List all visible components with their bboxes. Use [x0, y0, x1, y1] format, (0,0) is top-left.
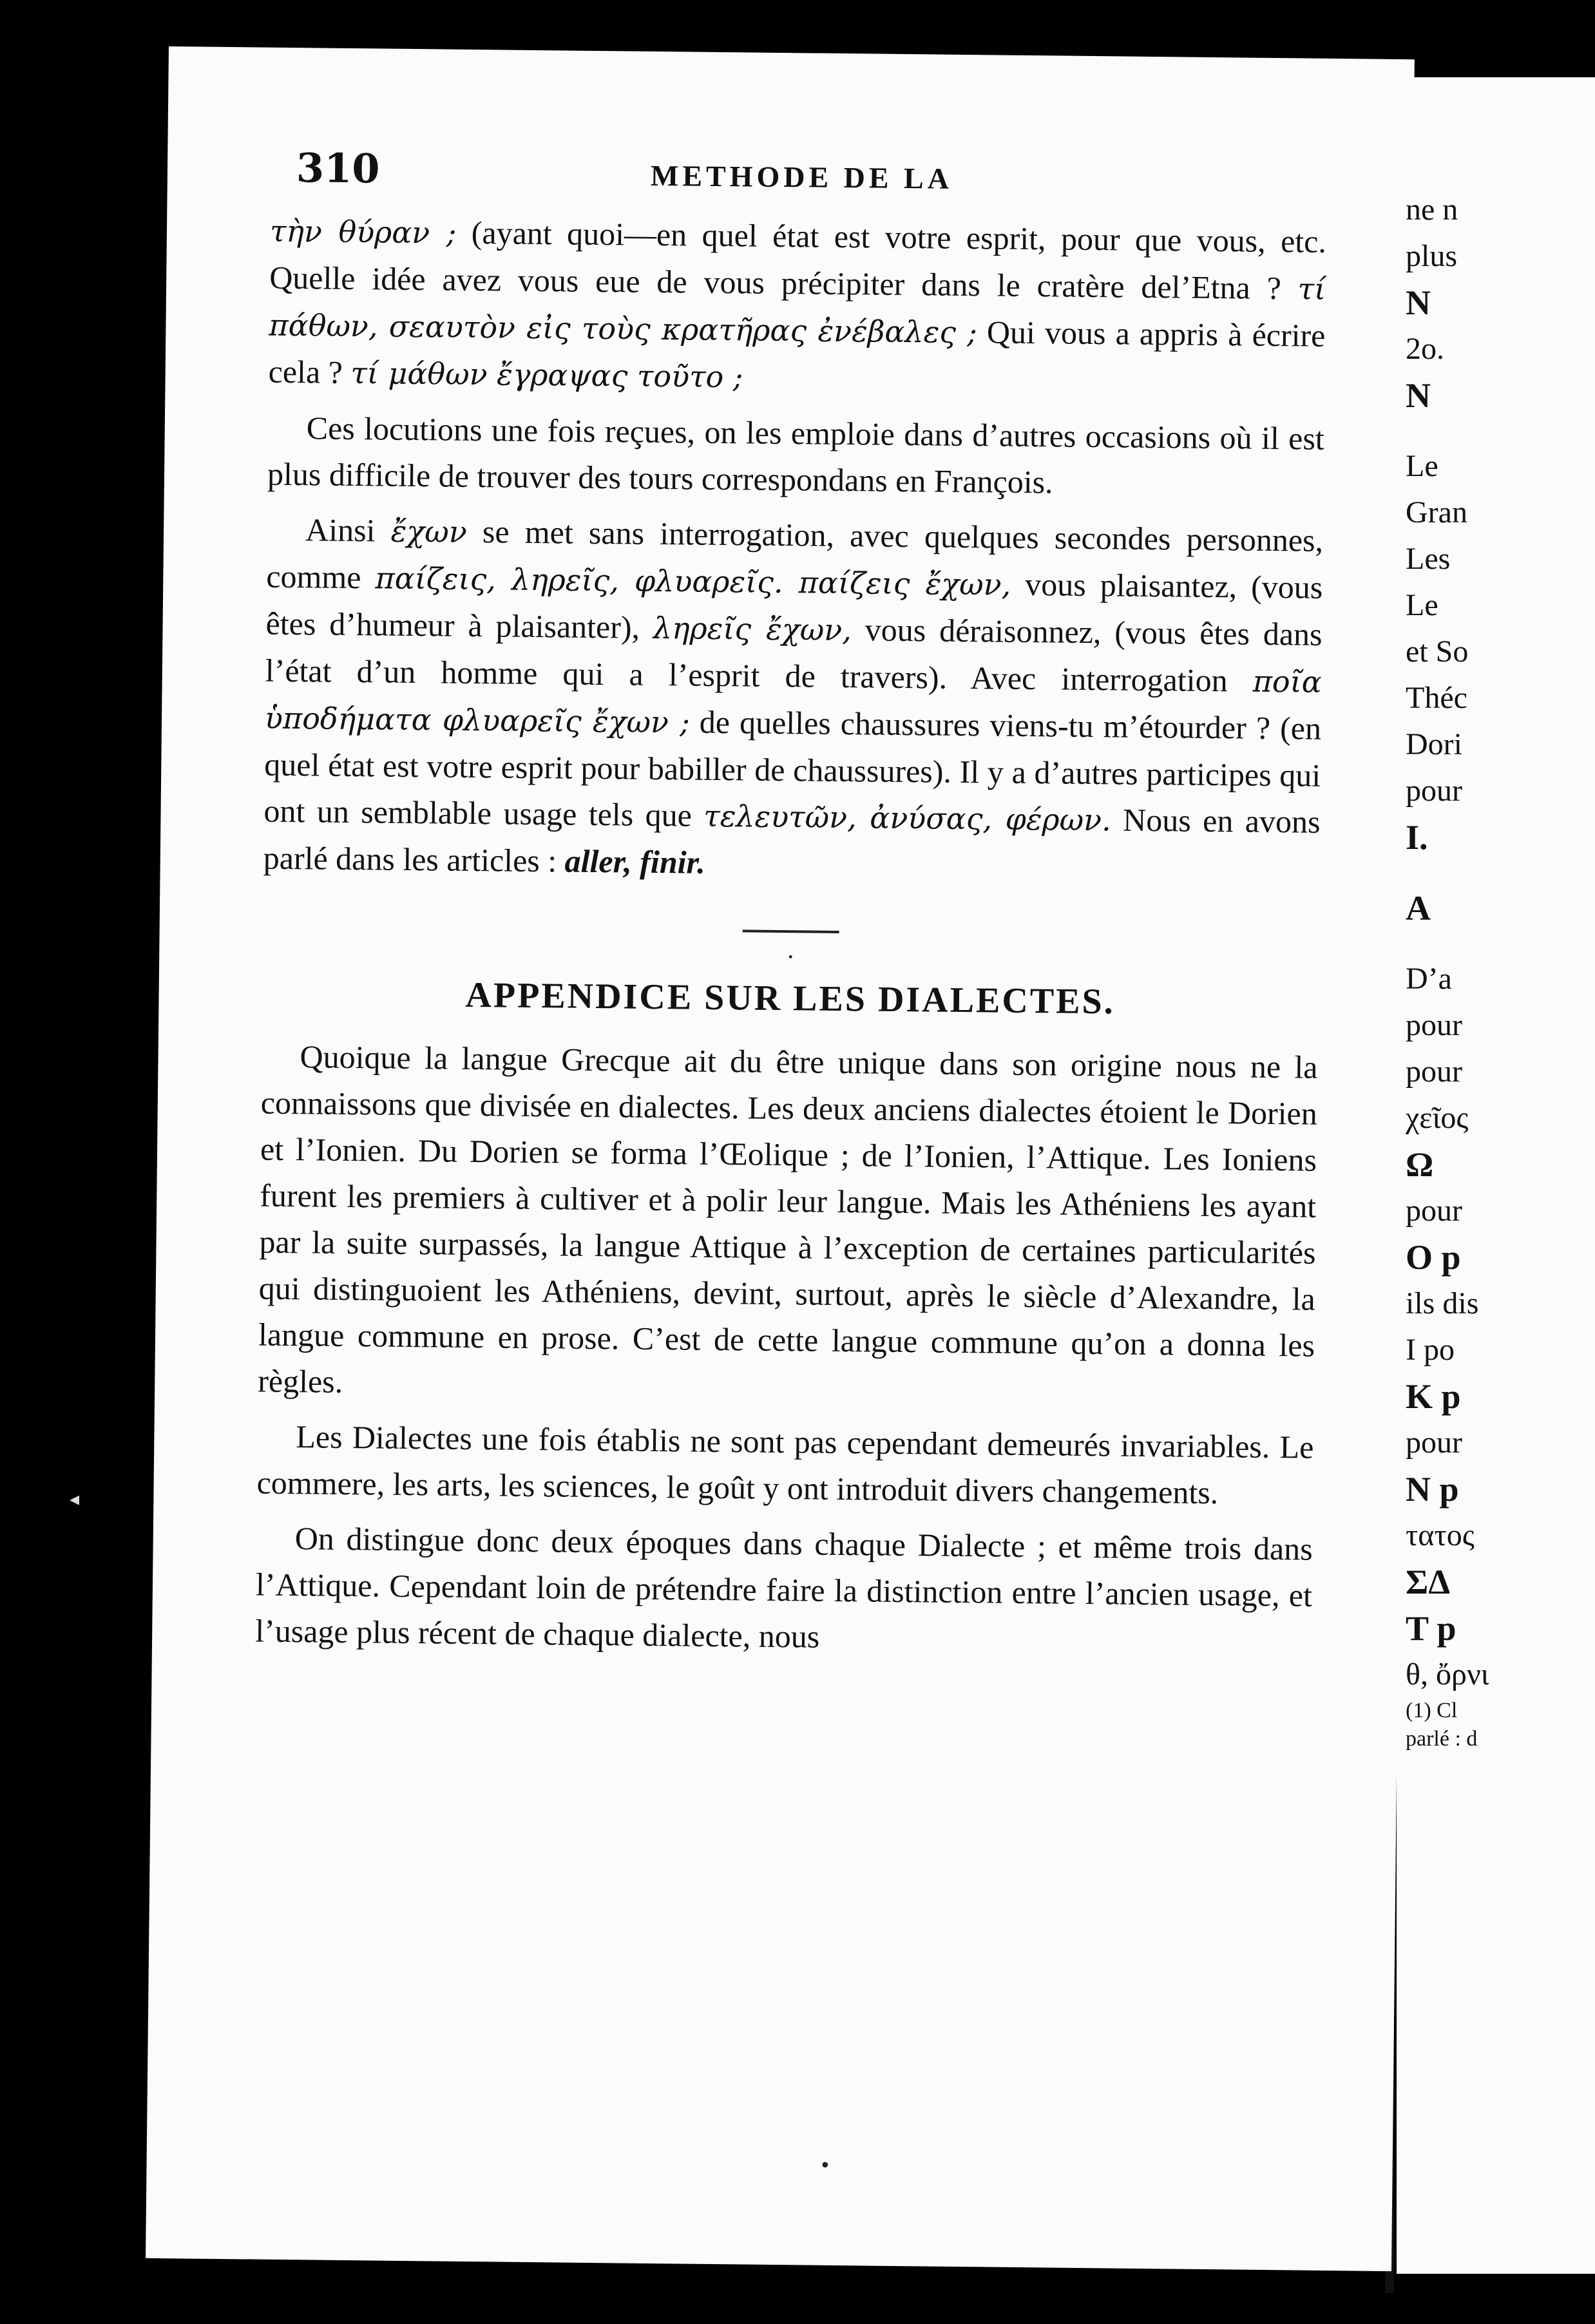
paragraph-6: On distingue donc deux époques dans chaque Dialecte ; et même trois dans l’Attique. Cependant loin de prétendre faire la distinction entre l’ancien usage, et l’usage plus récent de chaque dialecte, nous	[254, 1520, 1313, 1655]
paragraph-2: Ces locutions une fois reçues, on les emploie dans d’autres occasions où il est plus difficile de trouver des tours correspondans en François.	[267, 410, 1325, 500]
right-line: ΣΔ	[1406, 1563, 1451, 1601]
right-line: I po	[1406, 1333, 1455, 1367]
right-line: ne n	[1406, 193, 1458, 227]
text-run: de quelles chaussures viens-tu m’étourder ? (en quel état est votre esprit pour babiller de chaussures). Il y a d’autres participes qui ont un semblable usage tels que	[263, 703, 1322, 833]
text-run: Ainsi	[305, 511, 392, 549]
paragraph-5: Les Dialectes une fois établis ne sont pas cependant demeurés invariables. Le commere, les arts, les sciences, le goût y ont introduit divers changements.	[256, 1418, 1314, 1511]
text-run: Qui vous a appris à écrire cela ?	[268, 314, 1326, 390]
greek-phrase: ἔχων	[390, 513, 468, 549]
right-line: Théc	[1406, 681, 1467, 715]
right-line: pour	[1406, 1194, 1462, 1228]
right-line: pour	[1406, 1054, 1462, 1089]
scan-mark: ◂	[70, 1488, 80, 1510]
right-line: χεῖος	[1406, 1101, 1469, 1135]
right-line: τατος	[1406, 1518, 1475, 1552]
right-line: Les	[1406, 542, 1451, 576]
right-line: A	[1406, 889, 1431, 928]
right-line: pour	[1406, 774, 1462, 808]
right-line: pour	[1406, 1425, 1462, 1460]
text-run: (ayant quoi—en quel état est votre esprit, pour que vous, etc. Quelle idée avez vous eue de vous précipiter dans le cratère del’Etna ?	[269, 214, 1327, 307]
greek-phrase: τί πάθων, σεαυτὸν εἰς τοὺς κρατῆρας ἐνέβαλες ;	[269, 271, 1326, 350]
text-run: se met sans interrogation, avec quelques secondes personnes, comme	[266, 513, 1324, 596]
right-line: et So	[1406, 634, 1469, 669]
right-line: D’a	[1406, 962, 1452, 996]
section-title: APPENDICE SUR LES DIALECTES.	[465, 975, 1115, 1022]
text-run: vous déraisonnez, (vous êtes dans l’état d’un homme qui a l’esprit de travers). Avec interrogation	[265, 611, 1323, 699]
greek-phrase: παίζεις, ληρεῖς, φλυαρεῖς. παίζεις ἔχων,	[375, 560, 1011, 602]
italic-term: aller, finir.	[564, 843, 706, 881]
right-line: plus	[1406, 239, 1458, 273]
right-line: ils dis	[1406, 1286, 1479, 1320]
greek-phrase: ποῖα ὑποδήματα φλυαρεῖς ἔχων ;	[264, 663, 1323, 740]
page-header	[167, 143, 1413, 214]
right-line: Gran	[1406, 495, 1467, 529]
greek-phrase: τελευτῶν, ἀνύσας, φέρων.	[703, 798, 1112, 838]
text-run: Nous en avons parlé dans les articles :	[263, 801, 1321, 879]
right-line: Ν p	[1406, 1470, 1459, 1509]
text-run: vous plaisantez, (vous êtes d’humeur à plaisanter),	[265, 566, 1323, 645]
paragraph-4: Quoique la langue Grecque ait du être unique dans son origine nous ne la connaissons que divisée en dialectes. Les deux anciens dialectes étoient le Dorien et l’Ionien. Du Dorien se forma l’Œolique ; de l’Ionien, l’Attique. Les Ioniens furent les premiers à cultiver et à polir leur langue. Mais les Athéniens les ayant par la suite surpassés, la langue Attique à l’exception de certaines particularités qui distinguoient les Athéniens, devint, surtout, après le siècle d’Alexandre, la langue commune en prose. C’est de cette langue commune qu’on a donna les règles.	[258, 1038, 1318, 1400]
body-text	[255, 207, 1327, 1674]
right-footnote-line: parlé : d	[1406, 1727, 1478, 1751]
right-line: Le	[1406, 449, 1438, 483]
right-line: Le	[1406, 588, 1438, 622]
right-line: 2o.	[1406, 332, 1444, 366]
paragraph-3	[263, 506, 1323, 892]
right-line: N	[1406, 283, 1431, 322]
page-number: 310	[296, 144, 380, 193]
paragraph-1	[268, 207, 1326, 406]
right-page-lines	[1406, 187, 1595, 1755]
right-line: Ω	[1406, 1145, 1434, 1184]
right-line: O p	[1406, 1238, 1461, 1277]
right-line: T p	[1406, 1609, 1457, 1648]
section-divider	[743, 929, 839, 933]
greek-phrase: τὴν θύραν ;	[269, 213, 457, 251]
left-page	[146, 46, 1415, 2271]
divider-dot: .	[787, 935, 794, 964]
running-head: METHODE DE LA	[650, 158, 953, 195]
scan-speck: •	[819, 2155, 831, 2177]
right-line: Dori	[1406, 727, 1462, 761]
right-page	[1397, 77, 1595, 2274]
right-line: I.	[1406, 818, 1428, 857]
right-line: K p	[1406, 1377, 1461, 1416]
greek-phrase: τί μάθων ἔγραψας τοῦτο ;	[350, 355, 743, 395]
greek-phrase: ληρεῖς ἔχων,	[653, 610, 852, 648]
right-line: θ, ὄρνι	[1406, 1657, 1489, 1691]
right-line: N	[1406, 376, 1431, 415]
right-line: pour	[1406, 1008, 1462, 1042]
right-footnote-line: (1) Cl	[1406, 1699, 1458, 1722]
